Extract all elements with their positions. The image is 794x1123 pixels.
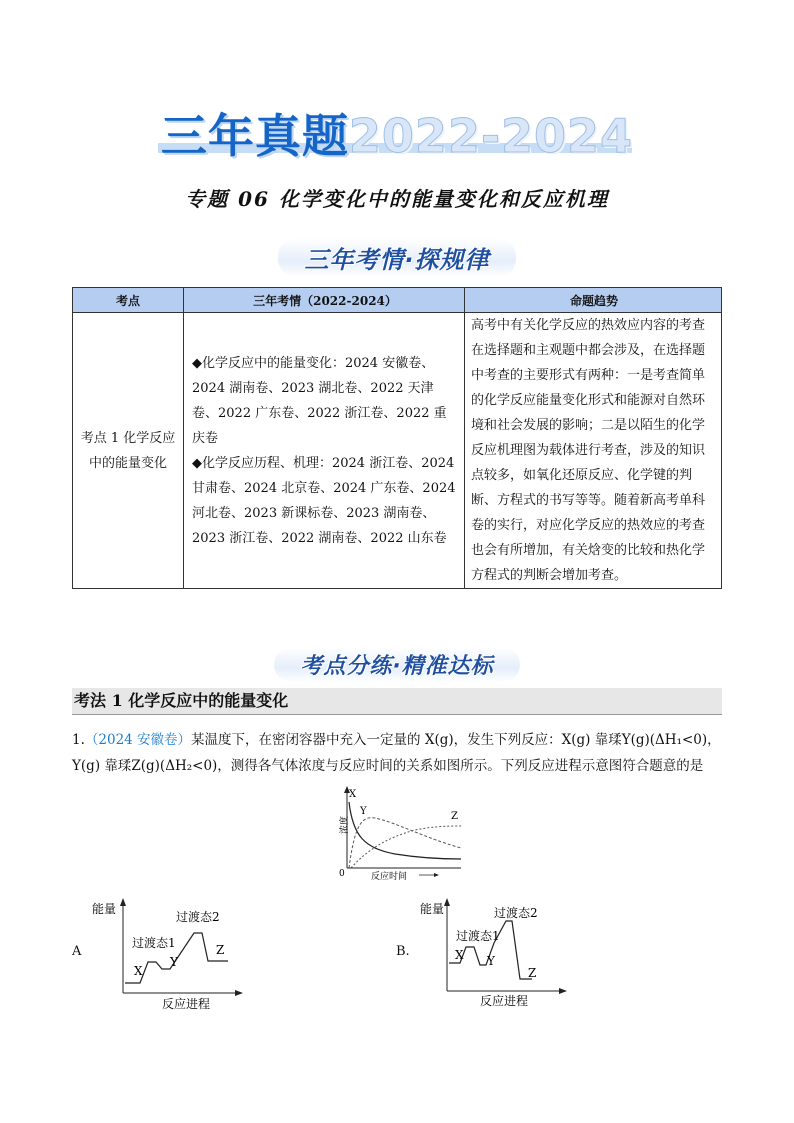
question-source: （2024 安徽卷） — [84, 732, 192, 748]
exam-list-energy: ◆化学反应中的能量变化：2024 安徽卷、2024 湖南卷、2023 湖北卷、2022 天津卷、2022 广东卷、2022 浙江卷、2022 重庆卷 — [192, 355, 447, 446]
label-y: Y — [360, 806, 367, 817]
origin-label: 0 — [339, 869, 345, 879]
header-years: 三年考情（2022-2024） — [184, 288, 465, 313]
question-text-2: Y(g) 靠瑈Z(g)(ΔH₂<0)，测得各气体浓度与反应时间的关系如图所示。下列反应进程示意图符合题意的是 — [72, 758, 704, 774]
a-x-arrow — [235, 990, 243, 996]
heading-trends-label: 三年考情·探规律 — [278, 238, 515, 277]
a-x: X — [134, 964, 143, 978]
banner-title — [0, 100, 794, 166]
a-z: Z — [216, 943, 225, 957]
header-topic: 考点 — [73, 288, 184, 313]
a-y-arrow — [120, 898, 126, 906]
section-title: 考法 1 化学反应中的能量变化 — [74, 691, 289, 710]
cell-trend: 高考中有关化学反应的热效应内容的考查在选择题和主观题中都会涉及，在选择题中考查的主要形式有两种：一是考查简单的化学反应能量变化形式和能源对自然环境和社会发展的影响；二是以陌生的化学反应机理图为载体进行考查，涉及的知识点较多，如氧化还原反应、化学键的判断、方程式的书写等等。随着新高考单科卷的实行，对应化学反应的热效应的考查也会有所增加，有关焓变的比较和热化学方程式的判断会增加考查。 — [465, 313, 722, 589]
section-header — [72, 688, 722, 715]
a-ylabel: 能量 — [92, 902, 117, 916]
b-x-arrow — [559, 988, 567, 994]
option-a-diagram — [90, 895, 250, 1017]
topic-subtitle: 专题 06 化学变化中的能量变化和反应机理 — [185, 187, 609, 211]
option-b-diagram — [414, 895, 574, 1017]
banner-cn: 三年真题 — [160, 109, 349, 163]
b-z: Z — [528, 966, 537, 980]
a-ts1: 过渡态1 — [132, 936, 176, 950]
cell-topic: 考点 1 化学反应中的能量变化 — [73, 313, 184, 589]
banner-years: 2022-2024 — [348, 109, 634, 163]
cell-exams — [184, 313, 465, 589]
a-ts2: 过渡态2 — [176, 910, 220, 924]
question-number: 1. — [72, 732, 85, 748]
question-1 — [72, 727, 732, 779]
label-z: Z — [451, 811, 458, 822]
option-b-letter: B. — [396, 944, 410, 959]
table-header-row — [73, 288, 722, 313]
summary-table — [72, 287, 722, 589]
heading-practice — [0, 647, 794, 682]
conc-ylabel: 浓度 — [340, 815, 350, 834]
curve-z — [351, 826, 461, 868]
b-xlabel: 反应进程 — [480, 994, 529, 1008]
header-trend: 命题趋势 — [465, 288, 722, 313]
a-y: Y — [170, 955, 178, 969]
b-y-arrow — [444, 898, 450, 906]
b-y: Y — [487, 954, 495, 968]
concentration-figure — [325, 782, 475, 882]
conc-xlabel: 反应时间 — [371, 872, 408, 882]
b-ts1: 过渡态1 — [456, 929, 500, 943]
exam-list-mechanism: ◆化学反应历程、机理：2024 浙江卷、2024 甘肃卷、2024 北京卷、2024 广东卷、2024 河北卷、2023 新课标卷、2023 湖南卷、2023 浙江卷、2022 湖南卷、2022 山东卷 — [192, 455, 456, 546]
b-x: X — [455, 948, 464, 962]
b-ts2: 过渡态2 — [494, 906, 538, 920]
a-xlabel: 反应进程 — [162, 997, 211, 1011]
b-ylabel: 能量 — [420, 902, 445, 916]
question-text-1: 某温度下，在密闭容器中充入一定量的 X(g)，发生下列反应：X(g) 靠瑈Y(g)(ΔH₁<0)， — [191, 732, 721, 748]
option-a-letter: A — [72, 944, 82, 959]
question-line-1 — [72, 727, 732, 753]
conc-xlabel-arrowhead — [434, 873, 439, 877]
label-x: X — [349, 789, 357, 800]
table-row — [73, 313, 722, 589]
heading-practice-label: 考点分练·精准达标 — [274, 647, 519, 682]
heading-trends — [0, 238, 794, 277]
